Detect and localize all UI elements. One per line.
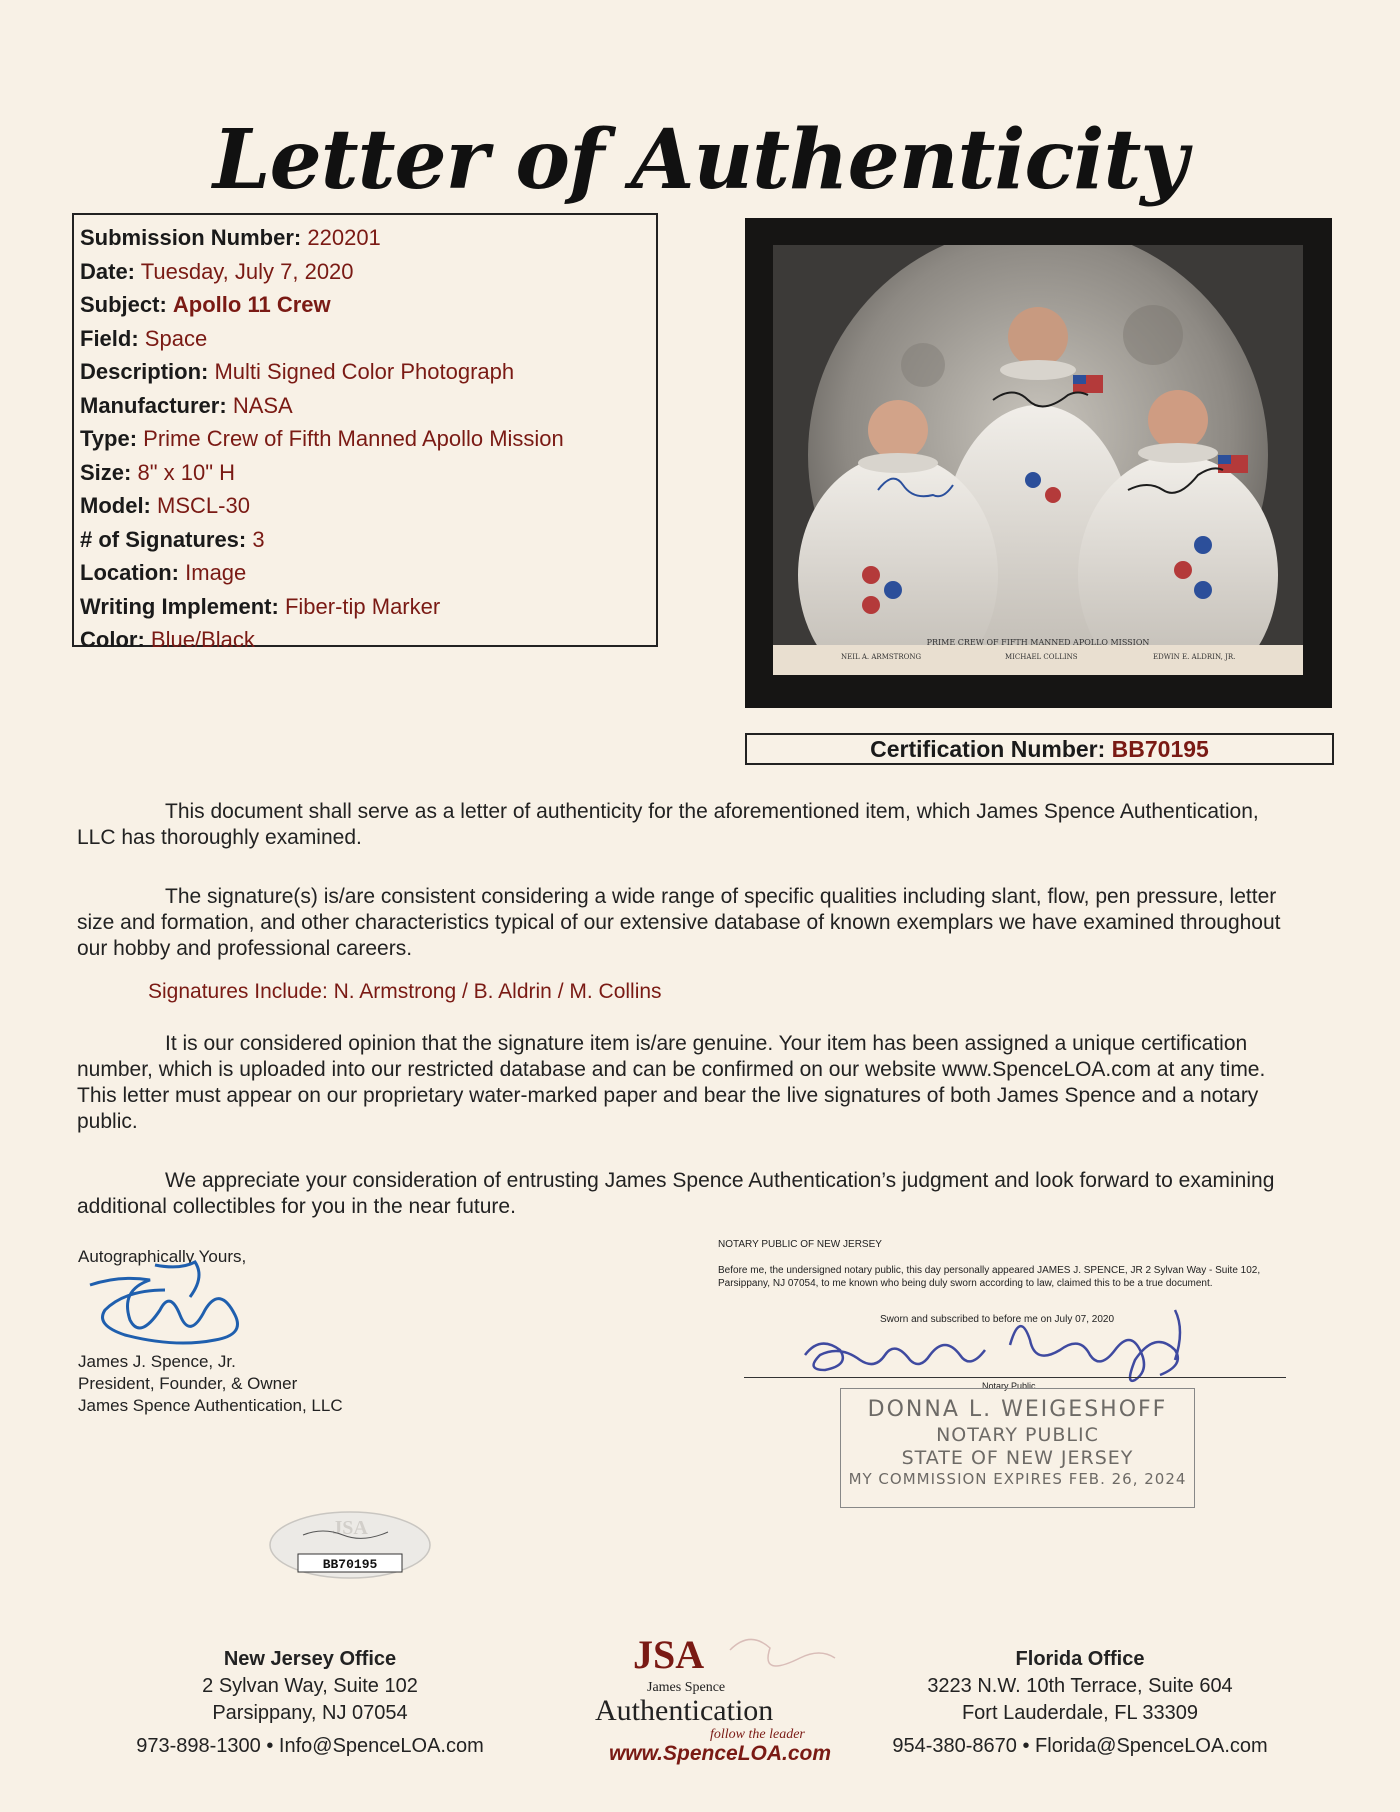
office-phone: 973-898-1300: [136, 1735, 261, 1757]
detail-label: Writing Implement:: [80, 593, 279, 619]
detail-row-description: [80, 355, 656, 389]
detail-row-field: [80, 322, 656, 356]
detail-label: Color:: [80, 627, 145, 652]
detail-value: Image: [185, 560, 247, 585]
detail-label: Field:: [80, 325, 139, 351]
detail-label: Subject:: [80, 292, 167, 317]
item-photo: [773, 245, 1303, 675]
hologram-brand: JSA: [332, 1517, 368, 1539]
paragraph-appreciation: [77, 1168, 1299, 1220]
detail-label: Location:: [80, 560, 179, 585]
detail-value: NASA: [232, 392, 293, 418]
detail-row-submission-number: [80, 221, 656, 255]
logo-subtitle: James Spence: [647, 1680, 726, 1695]
certification-value: BB70195: [1111, 736, 1209, 762]
detail-label: Description:: [80, 359, 209, 384]
detail-label: Model:: [80, 493, 151, 518]
page-title: Letter of Authenticity: [212, 112, 1188, 208]
logo-wordmark: Authentication: [595, 1694, 774, 1727]
office-phone: 954-380-8670: [892, 1735, 1017, 1757]
detail-label: Manufacturer:: [80, 392, 227, 418]
detail-value: 220201: [307, 225, 381, 250]
office-email[interactable]: Info@SpenceLOA.com: [278, 1735, 484, 1757]
detail-row-size: [80, 456, 656, 490]
signer-company: James Spence Authentication, LLC: [78, 1396, 343, 1415]
office-email[interactable]: Florida@SpenceLOA.com: [1035, 1735, 1268, 1757]
paragraph-text: We appreciate your consideration of entrusting James Spence Authentication’s judgment and look forward to examining additional collectibles for you in the near future.: [77, 1169, 1275, 1218]
stamp-line-title: NOTARY PUBLIC: [936, 1424, 1099, 1446]
item-photo-frame: [745, 218, 1332, 708]
detail-row-signature-count: [80, 523, 656, 557]
signatures-include: Signatures Include: N. Armstrong / B. Aldrin / M. Collins: [148, 980, 662, 1003]
item-details-box: [72, 213, 658, 652]
stamp-line-name: DONNA L. WEIGESHOFF: [867, 1397, 1168, 1422]
detail-label: Submission Number:: [80, 225, 302, 250]
notary-sworn-date: Sworn and subscribed to before me on July 07, 2020: [880, 1314, 1115, 1325]
apollo-crew-photo-illustration: [773, 245, 1303, 675]
certification-label: Certification Number:: [870, 736, 1106, 762]
detail-value: 8" x 10" H: [137, 459, 236, 485]
detail-row-model: [80, 489, 656, 523]
detail-row-writing-implement: [80, 590, 656, 624]
paragraph-text: It is our considered opinion that the signature item is/are genuine. Your item has been assigned a unique certification number, which is uploaded into our restricted database and can be confirmed on our website www.SpenceLOA.com at any time. This letter must appear on our proprietary water-marked paper and bear the live signatures of both James Spence and a notary public.: [77, 1032, 1266, 1133]
office-address-line1: 3223 N.W. 10th Terrace, Suite 604: [927, 1675, 1233, 1697]
notary-signature-line: [744, 1377, 1286, 1378]
office-address-line1: 2 Sylvan Way, Suite 102: [202, 1675, 418, 1697]
office-florida: [860, 1646, 1300, 1760]
jsa-hologram-sticker: [268, 1510, 433, 1580]
closing-salutation: Autographically Yours,: [78, 1247, 247, 1266]
signer-role: President, Founder, & Owner: [78, 1374, 298, 1393]
detail-label: Size:: [80, 459, 132, 485]
office-heading: New Jersey Office: [223, 1648, 397, 1670]
detail-value: Tuesday, July 7, 2020: [140, 258, 354, 284]
detail-row-location: [80, 556, 656, 590]
photo-caption: PRIME CREW OF FIFTH MANNED APOLLO MISSION: [926, 638, 1150, 647]
hologram-code: BB70195: [322, 1557, 378, 1572]
office-address-line2: Parsippany, NJ 07054: [212, 1702, 408, 1724]
detail-value: 3: [252, 526, 265, 552]
detail-row-subject: [80, 288, 656, 322]
detail-row-color: [80, 623, 656, 657]
paragraph-opinion: [77, 1031, 1299, 1135]
detail-value: MSCL-30: [157, 493, 250, 518]
photo-name-collins: MICHAEL COLLINS: [1005, 653, 1078, 661]
office-heading: Florida Office: [1015, 1648, 1145, 1670]
detail-value: Blue/Black: [150, 627, 255, 652]
bullet-icon: •: [1022, 1735, 1030, 1757]
paragraph-text: This document shall serve as a letter of authenticity for the aforementioned item, which James Spence Authentication, LLC has thoroughly examined.: [77, 800, 1259, 849]
notary-statement: Before me, the undersigned notary public, this day personally appeared JAMES J. SPENCE, JR 2 Sylvan Way - Suite 102, Parsippany, NJ 07054, to me known who being duly sworn according to law, claimed this to be a true document.: [718, 1265, 1261, 1289]
detail-label: # of Signatures:: [80, 526, 247, 552]
certification-number-box: [745, 733, 1334, 765]
bullet-icon: •: [266, 1735, 274, 1757]
stamp-line-state: STATE OF NEW JERSEY: [901, 1447, 1134, 1469]
james-spence-signature: [70, 1255, 270, 1345]
paragraph-text: The signature(s) is/are consistent considering a wide range of specific qualities including slant, flow, pen pressure, letter size and formation, and other characteristics typical of our extensive database of known exemplars we have examined throughout our hobby and professional careers.: [77, 885, 1281, 960]
detail-row-type: [80, 422, 656, 456]
notary-title: NOTARY PUBLIC OF NEW JERSEY: [718, 1239, 882, 1250]
paragraph-intro: [77, 799, 1299, 851]
notary-stamp: [840, 1388, 1195, 1508]
photo-name-aldrin: EDWIN E. ALDRIN, JR.: [1153, 653, 1236, 661]
detail-value: Multi Signed Color Photograph: [214, 359, 515, 384]
photo-name-armstrong: NEIL A. ARMSTRONG: [841, 653, 922, 661]
office-new-jersey: [90, 1646, 530, 1760]
detail-value: Fiber-tip Marker: [284, 593, 441, 619]
signer-name: James J. Spence, Jr.: [78, 1352, 236, 1371]
detail-label: Type:: [80, 426, 138, 451]
notary-label: Notary Public: [982, 1381, 1036, 1391]
detail-value: Space: [144, 325, 208, 351]
logo-brand: JSA: [633, 1632, 705, 1677]
detail-value: Prime Crew of Fifth Manned Apollo Mission: [143, 426, 564, 451]
detail-row-manufacturer: [80, 389, 656, 423]
detail-label: Date:: [80, 258, 136, 284]
stamp-line-commission: MY COMMISSION EXPIRES FEB. 26, 2024: [848, 1470, 1187, 1488]
detail-value: Apollo 11 Crew: [172, 292, 331, 317]
logo-tagline: follow the leader: [710, 1727, 805, 1742]
detail-row-date: [80, 255, 656, 289]
footer-website-link[interactable]: www.SpenceLOA.com: [608, 1742, 832, 1765]
paragraph-consistency: [77, 884, 1299, 962]
office-address-line2: Fort Lauderdale, FL 33309: [961, 1702, 1199, 1724]
